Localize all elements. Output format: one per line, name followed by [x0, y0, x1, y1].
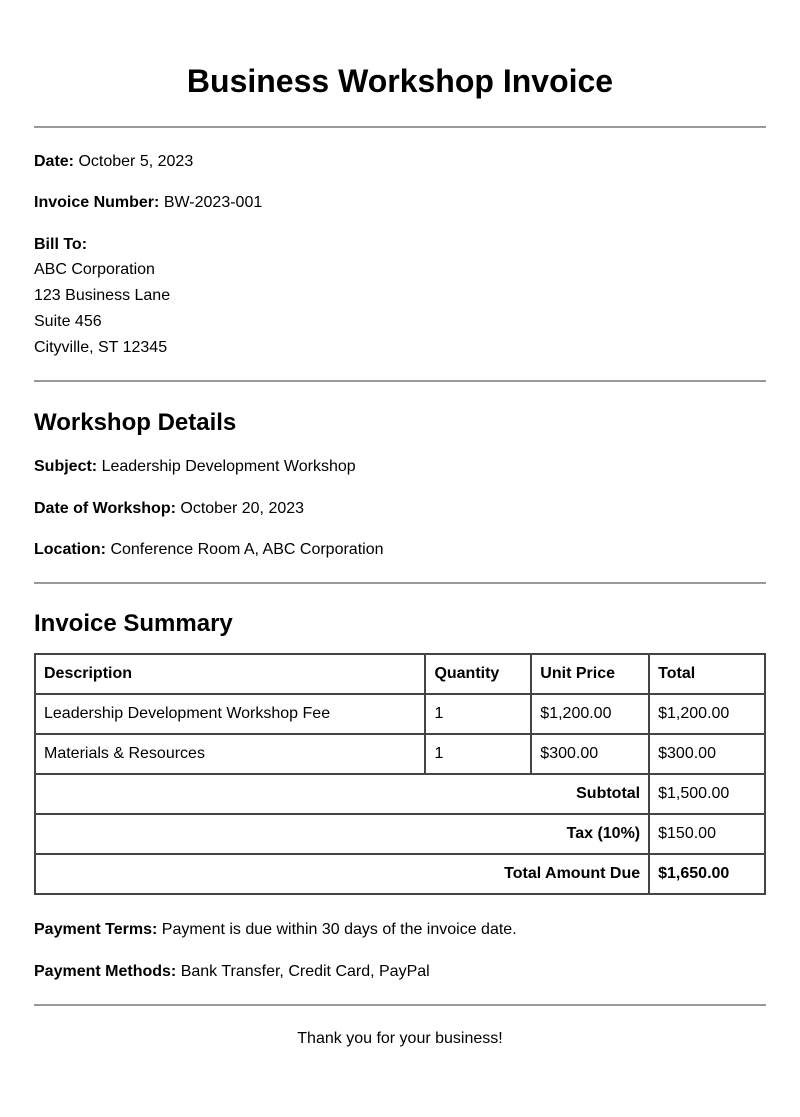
payment-terms-value: Payment is due within 30 days of the invoice date. — [161, 921, 517, 938]
workshop-date-label: Date of Workshop: — [34, 500, 176, 517]
subtotal-row — [35, 774, 765, 814]
bill-to-line-2: 123 Business Lane — [34, 287, 171, 304]
row-quantity: 1 — [425, 694, 531, 734]
row-unit-price: $300.00 — [531, 734, 649, 774]
total-due-label: Total Amount Due — [35, 854, 649, 894]
column-header-description: Description — [35, 654, 425, 694]
total-due-row — [35, 854, 765, 894]
payment-methods-value: Bank Transfer, Credit Card, PayPal — [180, 963, 430, 980]
workshop-subject-label: Subject: — [34, 458, 98, 475]
column-header-quantity: Quantity — [425, 654, 531, 694]
table-header-row — [35, 654, 765, 694]
payment-methods — [34, 962, 766, 982]
invoice-number — [34, 193, 766, 213]
subtotal-value: $1,500.00 — [649, 774, 765, 814]
workshop-subject — [34, 457, 766, 477]
workshop-location — [34, 540, 766, 560]
row-total: $1,200.00 — [649, 694, 765, 734]
workshop-location-label: Location: — [34, 541, 106, 558]
bill-to-block — [34, 235, 766, 361]
thank-you-message: Thank you for your business! — [297, 1030, 503, 1047]
payment-methods-label: Payment Methods: — [34, 963, 177, 980]
column-header-total: Total — [649, 654, 765, 694]
bill-to-label: Bill To: — [34, 236, 88, 253]
workshop-location-value: Conference Room A, ABC Corporation — [110, 541, 384, 558]
row-total: $300.00 — [649, 734, 765, 774]
invoice-date — [34, 152, 766, 172]
payment-terms — [34, 920, 766, 940]
bill-to-line-3: Suite 456 — [34, 313, 102, 330]
payment-terms-label: Payment Terms: — [34, 921, 158, 938]
workshop-date-value: October 20, 2023 — [180, 500, 305, 517]
row-unit-price: $1,200.00 — [531, 694, 649, 734]
invoice-title: Business Workshop Invoice — [186, 63, 614, 99]
row-description: Leadership Development Workshop Fee — [35, 694, 425, 734]
invoice-number-label: Invoice Number: — [34, 194, 160, 211]
workshop-details-heading: Workshop Details — [34, 409, 237, 436]
row-quantity: 1 — [425, 734, 531, 774]
row-description: Materials & Resources — [35, 734, 425, 774]
workshop-subject-value: Leadership Development Workshop — [101, 458, 356, 475]
bill-to-line-4: Cityville, ST 12345 — [34, 339, 168, 356]
invoice-summary-heading: Invoice Summary — [34, 610, 233, 637]
invoice-summary-table — [34, 653, 766, 895]
invoice-date-value: October 5, 2023 — [78, 153, 194, 170]
tax-row — [35, 814, 765, 854]
total-due-value: $1,650.00 — [649, 854, 765, 894]
tax-value: $150.00 — [649, 814, 765, 854]
column-header-unit-price: Unit Price — [531, 654, 649, 694]
tax-label: Tax (10%) — [35, 814, 649, 854]
invoice-date-label: Date: — [34, 153, 75, 170]
table-row — [35, 694, 765, 734]
table-row — [35, 734, 765, 774]
bill-to-line-1: ABC Corporation — [34, 261, 155, 278]
invoice-number-value: BW-2023-001 — [163, 194, 263, 211]
subtotal-label: Subtotal — [35, 774, 649, 814]
workshop-date — [34, 499, 766, 519]
